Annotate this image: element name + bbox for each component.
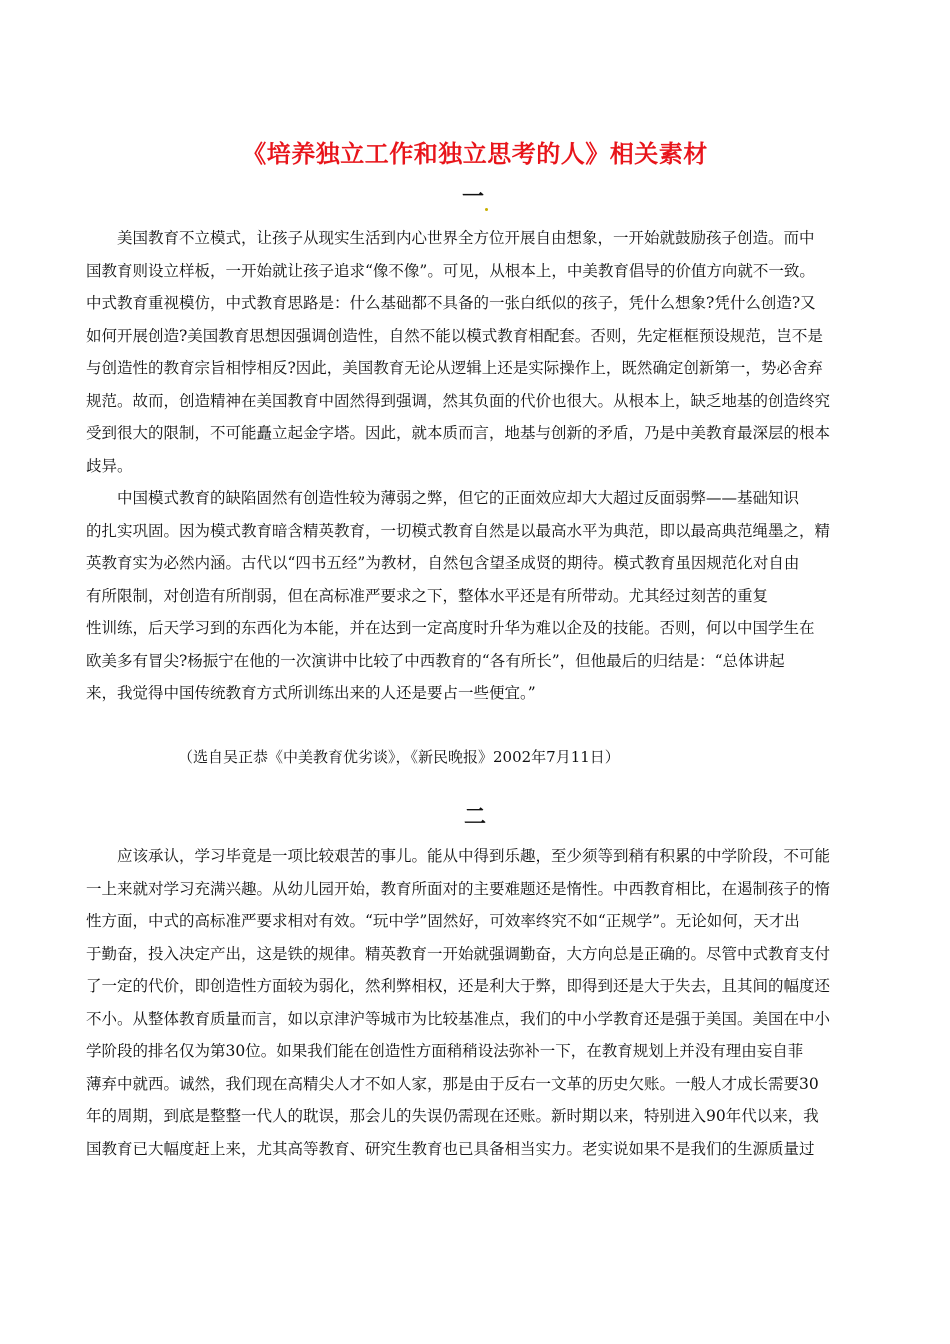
section-1-paragraph-1	[86, 222, 864, 482]
text-line: 性训练，后天学习到的东西化为本能，并在达到一定高度时升华为难以企及的技能。否则，何以中国学生在	[86, 619, 815, 637]
text-line: 中式教育重视模仿，中式教育思路是：什么基础都不具备的一张白纸似的孩子，凭什么想象?凭什么创造?又	[86, 294, 816, 312]
text-line: 的扎实巩固。因为模式教育暗含精英教育，一切模式教育自然是以最高水平为典范，即以最高典范绳墨之，精	[86, 521, 831, 540]
section-1-body	[86, 222, 864, 710]
text-line: 国教育已大幅度赶上来，尤其高等教育、研究生教育也已具备相当实力。老实说如果不是我们的生源质量过	[86, 1139, 815, 1158]
text-line: 国教育则设立样板，一开始就让孩子追求“像不像”。可见，从根本上，中美教育倡导的价值方向就不一致。	[86, 261, 815, 280]
section-heading-1-text: 一	[461, 184, 484, 210]
section-2-paragraph-1	[86, 840, 864, 1165]
text-line: 学阶段的排名仅为第30位。如果我们能在创造性方面稍稍设法弥补一下，在教育规划上并没有理由妄自菲	[86, 1042, 804, 1060]
text-line: 于勤奋，投入决定产出，这是铁的规律。精英教育一开始就强调勤奋，大方向总是正确的。尽管中式教育支付	[86, 944, 831, 963]
text-line: 年的周期，到底是整整一代人的耽误，那会儿的失误仍需现在还账。新时期以来，特别进入90年代以来，我	[86, 1107, 819, 1125]
text-line: 性方面，中式的高标准严要求相对有效。“玩中学”固然好，可效率终究不如“正规学”。无论如何，天才出	[86, 912, 800, 930]
text-line: 薄弃中就西。诚然，我们现在高精尖人才不如人家，那是由于反右一文革的历史欠账。一般人才成长需要30	[86, 1074, 819, 1093]
text-line: 规范。故而，创造精神在美国教育中固然得到强调，然其负面的代价也很大。从根本上，缺乏地基的创造终究	[86, 391, 831, 410]
text-line: 了一定的代价，即创造性方面较为弱化，然利弊相权，还是利大于弊，即得到还是大于失去，且其间的幅度还	[86, 977, 831, 995]
text-line: 如何开展创造?美国教育思想因强调创造性，自然不能以模式教育相配套。否则，先定框框预设规范，岂不是	[86, 326, 823, 345]
document-title: 《培养独立工作和独立思考的人》相关素材	[242, 140, 708, 168]
text-line: 应该承认，学习毕竟是一项比较艰苦的事儿。能从中得到乐趣，至少须等到稍有积累的中学阶段，不可能	[117, 847, 831, 865]
text-line: 美国教育不立模式，让孩子从现实生活到内心世界全方位开展自由想象，一开始就鼓励孩子创造。而中	[117, 229, 815, 247]
text-line: 来，我觉得中国传统教育方式所训练出来的人还是要占一些便宜。”	[86, 684, 536, 702]
ornament-dot	[485, 208, 488, 211]
text-line: 有所限制，对创造有所削弱，但在高标准严要求之下，整体水平还是有所带动。尤其经过刻苦的重复	[86, 586, 769, 605]
text-line: 欧美多有冒尖?杨振宁在他的一次演讲中比较了中西教育的“各有所长”，但他最后的归结是：“总体讲起	[86, 651, 785, 670]
section-heading-1	[0, 180, 950, 211]
citation: （选自吴正恭《中美教育优劣谈》，《新民晚报》2002年7月11日）	[178, 748, 620, 766]
text-line: 中国模式教育的缺陷固然有创造性较为薄弱之弊，但它的正面效应却大大超过反面弱弊——基础知识	[117, 489, 800, 507]
section-1-paragraph-2	[86, 482, 864, 710]
text-line: 英教育实为必然内涵。古代以“四书五经”为教材，自然包含望圣成贤的期待。模式教育虽因规范化对自由	[86, 554, 800, 572]
section-2-body	[86, 840, 864, 1165]
text-line: 歧异。	[86, 456, 133, 475]
text-line: 与创造性的教育宗旨相悖相反?因此，美国教育无论从逻辑上还是实际操作上，既然确定创新第一，势必舍弃	[86, 359, 823, 377]
text-line: 一上来就对学习充满兴趣。从幼儿园开始，教育所面对的主要难题还是惰性。中西教育相比，在遏制孩子的惰	[86, 879, 831, 898]
section-heading-2: 二	[463, 804, 486, 830]
text-line: 不小。从整体教育质量而言，如以京津沪等城市为比较基准点，我们的中小学教育还是强于美国。美国在中小	[86, 1009, 831, 1028]
text-line: 受到很大的限制，不可能矗立起金字塔。因此，就本质而言，地基与创新的矛盾，乃是中美教育最深层的根本	[86, 424, 831, 442]
